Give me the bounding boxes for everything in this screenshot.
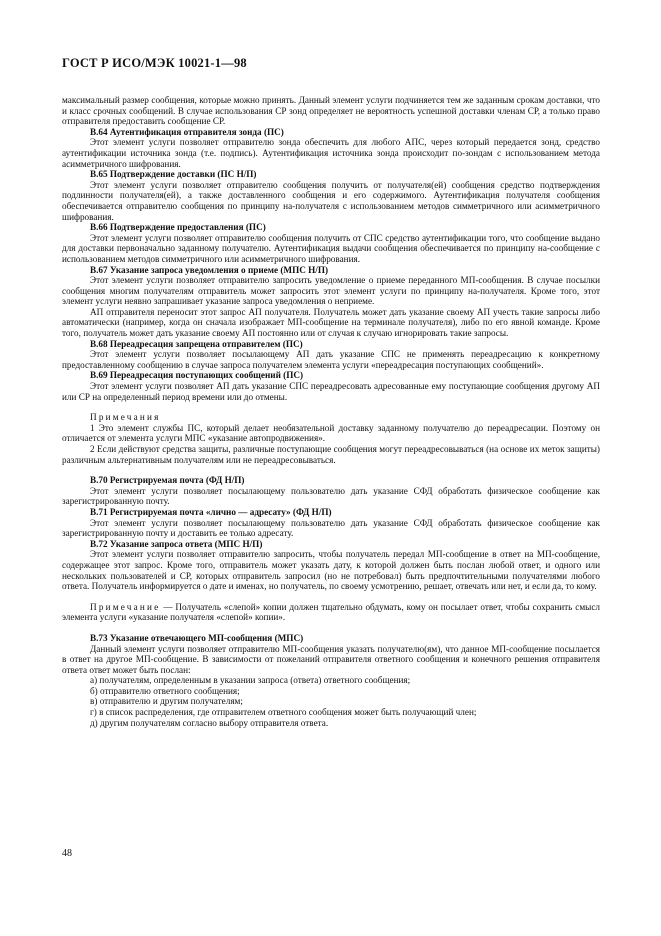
list-item: в) отправителю и другим получателям; [90,696,243,707]
section-b67-text1: Этот элемент услуги позволяет отправителю запросить уведомление о приеме переданного МП-сообщения. В случае посылки сообщения многим получателям отправитель может запросить этот элемент услуги по принципу на-получателя. Кроме того, этот элемент услуги неявно запрашивает указание запроса уведомления о неприеме. [62,275,600,307]
list-item: г) в список распределения, где отправителем ответного сообщения может быть получающий член; [90,707,477,718]
section-b67-title: В.67 Указание запроса уведомления о приеме (МПС Н/П) [90,264,329,275]
section-b68-text: Этот элемент услуги позволяет посылающему АП дать указание СПС не применять переадресацию к конкретному предоставленному сообщению в случае запроса получателем элемента услуги «переадресация поступающих сообщений». [62,349,600,370]
section-b70-title: В.70 Регистрируемая почта (ФД Н/П) [90,475,245,486]
list-item: б) отправителю ответного сообщения; [90,685,240,696]
section-b66-title: В.66 Подтверждение предоставления (ПС) [90,222,266,233]
section-b67-text2: АП отправителя переносит этот запрос АП получателя. Получатель может дать указание своему АП учесть такие запросы либо автоматически (например, когда он сначала изображает МП-сообщение на терминале получателя), либо по его явной команде. Кроме того, получатель может дать указание своему АП постоянно или от случая к случаю игнорировать такие запросы. [62,306,600,339]
note-remark-label: Примечание [90,601,161,612]
section-b66-text: Этот элемент услуги позволяет отправителю сообщения получить от СПС средство аутентификации того, что сообщение выдано для доставки первоначально заданному получателю. Аутентификация выдачи сообщения обеспечивается по принципу на-сообщение с использованием методов симметричного или асимметричного шифрования. [62,232,600,264]
note-1: 1 Это элемент службы ПС, который делает необязательной доставку заданному получателю до переадресации. Поэтому он отличается от элемента услуги МПС «указание автопродвижения». [62,422,600,444]
section-b64-text: Этот элемент услуги позволяет отправителю зонда обеспечить для любого АПС, через который передается зонд, средство аутентификации источника зонда (т.е. подпись). Аутентификация источника зонда происходит по-зондам с использованием метода асимметричного шифрования. [62,137,600,169]
section-b73-text: Данный элемент услуги позволяет отправителю МП-сообщения указать получателю(ям), что данное МП-сообщение посылается в ответ на другое МП-сообщение. В зависимости от пожеланий отправителя ответного сообщения и конечного решения отправителя ответа ответ может быть послан: [62,643,600,675]
document-body [62,95,600,728]
list-item: д) другим получателям согласно выбору отправителя ответа. [90,717,329,728]
note-remark [62,602,600,623]
section-b64-title: В.64 Аутентификация отправителя зонда (ПС) [90,126,284,137]
section-b71-title: В.71 Регистрируемая почта «лично — адресату» (ФД Н/П) [90,506,332,517]
note-remark-text: — Получатель «слепой» копии должен тщательно обдумать, кому он посылает ответ, чтобы сохранить смысл элемента услуги «указание получателя «слепой» копии». [62,601,600,623]
section-b65-text: Этот элемент услуги позволяет отправителю сообщения получить от получателя(ей) сообщения средство подтверждения подлинности получателя(ей), а также доставленного сообщения и его содержимого. Аутентификация получателя сообщения обеспечивается отправителю сообщения по принципу на-получателя с использованием методов симметричного или асимметричного шифрования. [62,179,600,222]
section-b73-title: В.73 Указание отвечающего МП-сообщения (МПС) [90,632,304,643]
section-b71-text: Этот элемент услуги позволяет посылающему пользователю дать указание СФД обработать физическое сообщение как зарегистрированную почту и доставить ее только адресату. [62,517,600,539]
section-b69-title: В.69 Переадресация поступающих сообщений (ПС) [90,370,304,381]
reply-recipients-list [62,675,600,728]
document-header: ГОСТ Р ИСО/МЭК 10021-1—98 [62,56,247,70]
page-number: 48 [62,848,72,859]
section-b65-title: В.65 Подтверждение доставки (ПС Н/П) [90,169,257,180]
section-b72-text: Этот элемент услуги позволяет отправителю запросить, чтобы получатель передал МП-сообщение в ответ на МП-сообщение, содержащее этот запрос. Кроме того, отправитель может указать дату, к которой должен быть послан любой ответ, и одного или нескольких пользователей и СР, которых отправитель запросил (но не потребовал) быть предпочтительными получателями любого ответа. Получатель информируется о дате и именах, но получатель, по своему усмотрению, решает, отвечать или нет, и если да, то кому. [62,549,600,592]
section-b69-text: Этот элемент услуги позволяет АП дать указание СПС переадресовать адресованные ему поступающие сообщения другому АП или СР на определенный период времени или до отмены. [62,381,600,402]
notes-title: Примечания [90,412,161,423]
intro-paragraph: максимальный размер сообщения, которые можно принять. Данный элемент услуги подчиняется тем же заданным срокам доставки, что и класс срочных сообщений. В случае использования СР зонд определяет не вероятность успешной доставки членам СР, а только право отправителя предоставить сообщение СР. [62,95,600,127]
section-b72-title: В.72 Указание запроса ответа (МПС Н/П) [90,538,263,549]
note-2: 2 Если действуют средства защиты, различные поступающие сообщения могут переадресовываться (на основе их меток защиты) различным альтернативным получателям или не переадресовываться. [62,444,600,465]
section-b70-text: Этот элемент услуги позволяет посылающему пользователю дать указание СФД обработать физическое сообщение как зарегистрированную почту. [62,485,600,507]
section-b68-title: В.68 Переадресация запрещена отправителем (ПС) [90,338,303,349]
list-item: а) получателям, определенным в указании запроса (ответа) ответного сообщения; [90,675,411,686]
